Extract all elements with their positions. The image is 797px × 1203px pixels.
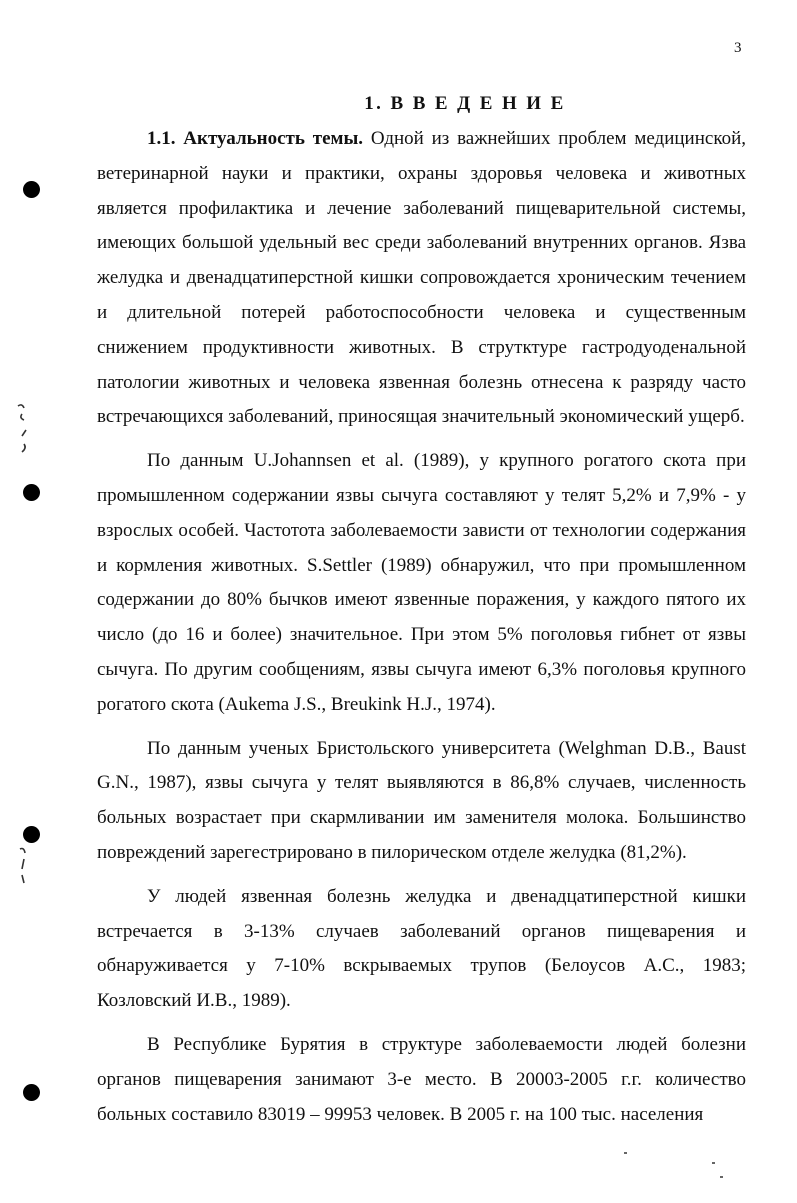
scan-speck <box>720 1176 723 1178</box>
scan-speck <box>712 1162 715 1164</box>
scan-speck <box>624 1152 627 1154</box>
section-title: 1.1. Актуальность темы. <box>147 128 364 149</box>
paragraph: По данным ученых Бристольского университета (Welghman D.B., Baust G.N., 1987), язвы сычуга у телят выявляются в 86,8% случаев, численность больных возрастает при скармливании им заменителя молока. Большинство повреждений зарегестрировано в пилорическом отделе желудка (81,2%). <box>97 737 746 863</box>
paragraph: По данным U.Johannsen et al. (1989), у крупного рогатого скота при промышленном содержании язвы сычуга составляют у телят 5,2% и 7,9% - у взрослых особей. Частотота заболеваемости зависти от технологии содержания и кормления животных. S.Settler (1989) обнаружил, что при промышленном содержании до 80% бычков имеют язвенные поражения, у каждого пятого их число (до 16 и более) значительное. При этом 5% поголовья гибнет от язвы сычуга. По другим сообщениям, язвы сычуга имеют 6,3% поголовья крупного рогатого скота (Aukema J.S., Breukink H.J., 1974). <box>97 450 746 715</box>
scan-smudge <box>14 835 42 895</box>
paragraph <box>97 122 746 435</box>
punch-hole-mark <box>23 484 40 501</box>
page-number: 3 <box>734 40 742 56</box>
paragraph-text: Одной из важнейших проблем медицинской, ветеринарной науки и практики, охраны здоровья человека и животных является профилактика и лечение заболеваний пищеварительной системы, имеющих большой удельный вес среди заболеваний внутренних органов. Язва желудка и двенадцатиперстной кишки сопровождается хроническим течением и длительной потерей работоспособности человека и существенным снижением продуктивности животных. В струтктуре гастродуоденальной патологии животных и человека язвенная болезнь отнесена к разряду часто встречающихся заболеваний, приносящая значительный экономический ущерб. <box>97 128 746 428</box>
scan-smudge <box>14 400 42 460</box>
page-heading: 1. В В Е Д Е Н И Е <box>364 93 566 114</box>
paragraph: В Республике Бурятия в структуре заболеваемости людей болезни органов пищеварения занимают 3-е место. В 20003-2005 г.г. количество больных составило 83019 – 99953 человек. В 2005 г. на 100 тыс. населения <box>97 1033 746 1125</box>
punch-hole-mark <box>23 181 40 198</box>
punch-hole-mark <box>23 1084 40 1101</box>
paragraph: У людей язвенная болезнь желудка и двенадцатиперстной кишки встречается в 3-13% случаев заболеваний органов пищеварения и обнаруживается у 7-10% вскрываемых трупов (Белоусов А.С., 1983; Козловский И.В., 1989). <box>97 885 746 1012</box>
document-body <box>97 122 746 1132</box>
